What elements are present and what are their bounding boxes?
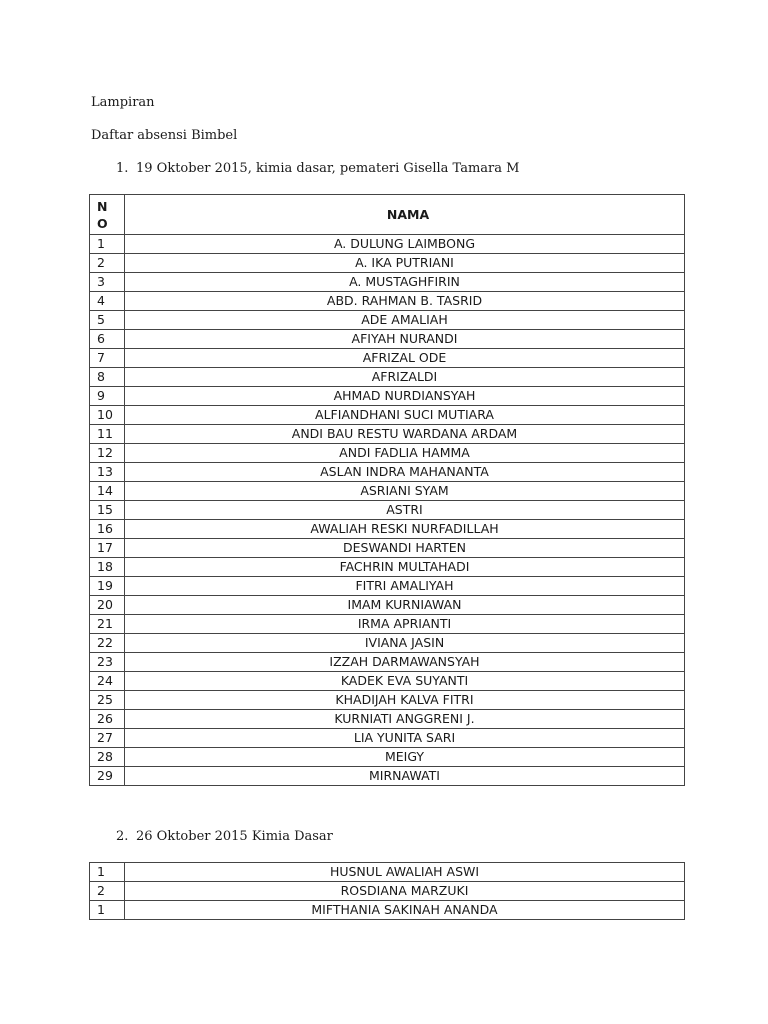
row-number-cell: 8 [90, 368, 125, 387]
table-row [90, 634, 685, 653]
row-number-cell: 9 [90, 387, 125, 406]
row-number-cell: 1 [90, 863, 125, 882]
table-row [90, 577, 685, 596]
row-number-cell: 18 [90, 558, 125, 577]
table-row [90, 615, 685, 634]
row-name-cell: FITRI AMALIYAH [125, 577, 685, 596]
table-row [90, 368, 685, 387]
table-row [90, 387, 685, 406]
table-row [90, 767, 685, 786]
row-number-cell: 13 [90, 463, 125, 482]
table-row [90, 235, 685, 254]
row-number-cell: 2 [90, 254, 125, 273]
row-number-cell: 19 [90, 577, 125, 596]
row-name-cell: AFRIZAL ODE [125, 349, 685, 368]
section-1-title [116, 161, 519, 176]
row-number-cell: 14 [90, 482, 125, 501]
row-number-cell: 29 [90, 767, 125, 786]
row-name-cell: A. DULUNG LAIMBONG [125, 235, 685, 254]
table-row [90, 501, 685, 520]
row-number-cell: 24 [90, 672, 125, 691]
row-name-cell: AHMAD NURDIANSYAH [125, 387, 685, 406]
row-number-cell: 4 [90, 292, 125, 311]
row-name-cell: DESWANDI HARTEN [125, 539, 685, 558]
column-header-no-line1: N [97, 198, 108, 214]
row-number-cell: 28 [90, 748, 125, 767]
row-name-cell: AFRIZALDI [125, 368, 685, 387]
row-number-cell: 1 [90, 901, 125, 920]
section-1-number: 1. [116, 161, 129, 176]
table-row [90, 558, 685, 577]
table-row [90, 901, 685, 920]
row-number-cell: 7 [90, 349, 125, 368]
table-row [90, 444, 685, 463]
row-name-cell: ASLAN INDRA MAHANANTA [125, 463, 685, 482]
row-name-cell: A. IKA PUTRIANI [125, 254, 685, 273]
table-row [90, 311, 685, 330]
row-name-cell: HUSNUL AWALIAH ASWI [125, 863, 685, 882]
table-row [90, 349, 685, 368]
row-name-cell: LIA YUNITA SARI [125, 729, 685, 748]
table-row [90, 863, 685, 882]
row-number-cell: 23 [90, 653, 125, 672]
table-row [90, 482, 685, 501]
row-name-cell: KADEK EVA SUYANTI [125, 672, 685, 691]
table-row [90, 596, 685, 615]
row-name-cell: ASRIANI SYAM [125, 482, 685, 501]
row-name-cell: ANDI BAU RESTU WARDANA ARDAM [125, 425, 685, 444]
row-number-cell: 1 [90, 235, 125, 254]
table-row [90, 882, 685, 901]
row-name-cell: MIFTHANIA SAKINAH ANANDA [125, 901, 685, 920]
column-header-no-line2: O [97, 215, 108, 231]
row-number-cell: 25 [90, 691, 125, 710]
column-header-no [90, 195, 125, 235]
row-name-cell: AWALIAH RESKI NURFADILLAH [125, 520, 685, 539]
row-number-cell: 5 [90, 311, 125, 330]
table-row [90, 406, 685, 425]
table-row [90, 292, 685, 311]
attendance-table-1 [89, 194, 685, 786]
attendance-table-2 [89, 862, 685, 920]
column-header-nama: NAMA [125, 195, 685, 235]
section-2-number: 2. [116, 829, 129, 844]
heading-lampiran: Lampiran [91, 95, 155, 110]
table-row [90, 520, 685, 539]
table-2-body [90, 863, 685, 920]
row-number-cell: 15 [90, 501, 125, 520]
row-name-cell: ANDI FADLIA HAMMA [125, 444, 685, 463]
subheading-daftar-absensi: Daftar absensi Bimbel [91, 128, 238, 143]
row-name-cell: IMAM KURNIAWAN [125, 596, 685, 615]
table-1-body [90, 235, 685, 786]
row-name-cell: IRMA APRIANTI [125, 615, 685, 634]
table-header-row [90, 195, 685, 235]
row-name-cell: MEIGY [125, 748, 685, 767]
row-number-cell: 2 [90, 882, 125, 901]
row-number-cell: 26 [90, 710, 125, 729]
row-name-cell: ABD. RAHMAN B. TASRID [125, 292, 685, 311]
table-row [90, 425, 685, 444]
table-row [90, 653, 685, 672]
row-number-cell: 11 [90, 425, 125, 444]
row-name-cell: ROSDIANA MARZUKI [125, 882, 685, 901]
row-name-cell: KURNIATI ANGGRENI J. [125, 710, 685, 729]
row-name-cell: FACHRIN MULTAHADI [125, 558, 685, 577]
row-number-cell: 10 [90, 406, 125, 425]
row-number-cell: 3 [90, 273, 125, 292]
row-number-cell: 16 [90, 520, 125, 539]
table-row [90, 691, 685, 710]
row-name-cell: MIRNAWATI [125, 767, 685, 786]
row-name-cell: ADE AMALIAH [125, 311, 685, 330]
table-row [90, 273, 685, 292]
table-row [90, 748, 685, 767]
row-name-cell: AFIYAH NURANDI [125, 330, 685, 349]
table-row [90, 330, 685, 349]
row-name-cell: IVIANA JASIN [125, 634, 685, 653]
row-name-cell: IZZAH DARMAWANSYAH [125, 653, 685, 672]
section-2-title [116, 829, 333, 844]
row-number-cell: 20 [90, 596, 125, 615]
row-name-cell: A. MUSTAGHFIRIN [125, 273, 685, 292]
section-2-title-text: 26 Oktober 2015 Kimia Dasar [136, 829, 333, 844]
table-row [90, 672, 685, 691]
table-row [90, 539, 685, 558]
section-1-title-text: 19 Oktober 2015, kimia dasar, pemateri Gisella Tamara M [136, 161, 520, 176]
table-row [90, 254, 685, 273]
row-number-cell: 27 [90, 729, 125, 748]
row-number-cell: 22 [90, 634, 125, 653]
row-number-cell: 21 [90, 615, 125, 634]
table-row [90, 729, 685, 748]
row-number-cell: 12 [90, 444, 125, 463]
row-number-cell: 6 [90, 330, 125, 349]
row-name-cell: ASTRI [125, 501, 685, 520]
table-row [90, 463, 685, 482]
table-row [90, 710, 685, 729]
row-name-cell: ALFIANDHANI SUCI MUTIARA [125, 406, 685, 425]
row-number-cell: 17 [90, 539, 125, 558]
row-name-cell: KHADIJAH KALVA FITRI [125, 691, 685, 710]
